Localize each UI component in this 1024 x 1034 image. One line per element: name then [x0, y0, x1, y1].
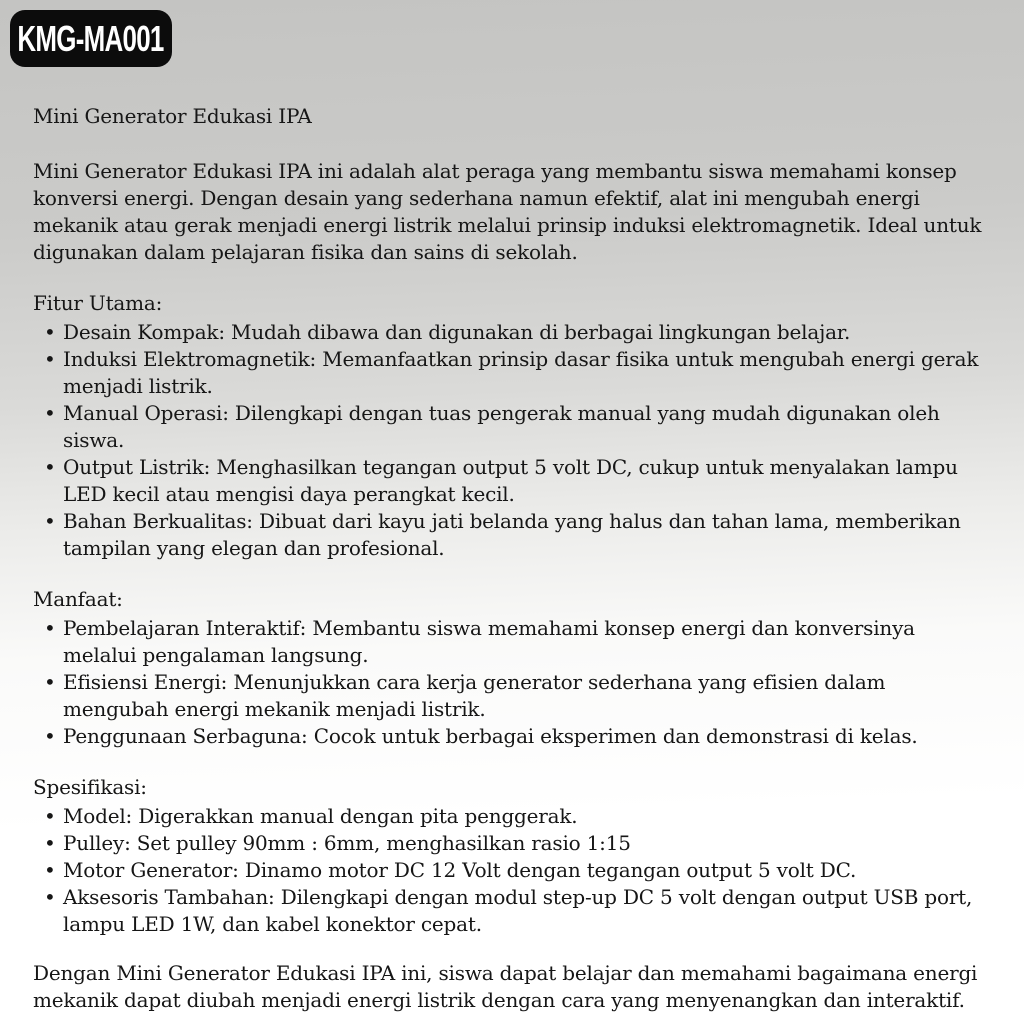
bullet-icon	[44, 454, 56, 481]
list-item-text: Efisiensi Energi: Menunjukkan cara kerja generator sederhana yang efisien dalam mengubah energi mekanik menjadi listrik.	[63, 670, 886, 721]
list-item	[33, 884, 986, 938]
list-item-text: Desain Kompak: Mudah dibawa dan digunakan di berbagai lingkungan belajar.	[63, 320, 851, 344]
benefit-list	[33, 615, 986, 750]
bullet-icon	[44, 319, 56, 346]
product-code-label: KMG-MA001	[17, 17, 165, 59]
list-item	[33, 508, 986, 562]
section-heading-manfaat: Manfaat:	[33, 587, 123, 611]
closing-paragraph: Dengan Mini Generator Edukasi IPA ini, siswa dapat belajar dan memahami bagaimana energi mekanik dapat diubah menjadi energi listrik dengan cara yang menyenangkan dan interaktif.	[33, 961, 978, 1012]
list-item	[33, 830, 986, 857]
bullet-icon	[44, 669, 56, 696]
list-item	[33, 615, 986, 669]
list-item	[33, 857, 986, 884]
list-item-text: Aksesoris Tambahan: Dilengkapi dengan modul step-up DC 5 volt dengan output USB port, lampu LED 1W, dan kabel konektor cepat.	[63, 885, 973, 936]
bullet-icon	[44, 830, 56, 857]
bullet-icon	[44, 723, 56, 750]
list-item	[33, 319, 986, 346]
list-item	[33, 803, 986, 830]
bullet-icon	[44, 884, 56, 911]
spec-list	[33, 803, 986, 938]
feature-list	[33, 319, 986, 562]
bullet-icon	[44, 857, 56, 884]
bullet-icon	[44, 615, 56, 642]
list-item	[33, 346, 986, 400]
list-item-text: Bahan Berkualitas: Dibuat dari kayu jati belanda yang halus dan tahan lama, memberikan tampilan yang elegan dan profesional.	[63, 509, 961, 560]
bullet-icon	[44, 400, 56, 427]
list-item-text: Induksi Elektromagnetik: Memanfaatkan prinsip dasar fisika untuk mengubah energi gerak menjadi listrik.	[63, 347, 979, 398]
intro-paragraph: Mini Generator Edukasi IPA ini adalah alat peraga yang membantu siswa memahami konsep konversi energi. Dengan desain yang sederhana namun efektif, alat ini mengubah energi mekanik atau gerak menjadi energi listrik melalui prinsip induksi elektromagnetik. Ideal untuk digunakan dalam pelajaran fisika dan sains di sekolah.	[33, 159, 982, 264]
product-description	[0, 103, 1024, 1014]
bullet-icon	[44, 346, 56, 373]
list-item	[33, 400, 986, 454]
section-heading-fitur-utama: Fitur Utama:	[33, 291, 163, 315]
list-item-text: Manual Operasi: Dilengkapi dengan tuas pengerak manual yang mudah digunakan oleh siswa.	[63, 401, 940, 452]
list-item	[33, 723, 986, 750]
product-title: Mini Generator Edukasi IPA	[33, 104, 312, 128]
bullet-icon	[44, 803, 56, 830]
section-heading-spesifikasi: Spesifikasi:	[33, 775, 147, 799]
list-item-text: Pulley: Set pulley 90mm : 6mm, menghasilkan rasio 1:15	[63, 831, 631, 855]
list-item	[33, 454, 986, 508]
list-item-text: Motor Generator: Dinamo motor DC 12 Volt dengan tegangan output 5 volt DC.	[63, 858, 857, 882]
product-code-badge	[10, 10, 172, 67]
list-item-text: Model: Digerakkan manual dengan pita penggerak.	[63, 804, 578, 828]
list-item-text: Output Listrik: Menghasilkan tegangan output 5 volt DC, cukup untuk menyalakan lampu LED kecil atau mengisi daya perangkat kecil.	[63, 455, 958, 506]
bullet-icon	[44, 508, 56, 535]
list-item-text: Penggunaan Serbaguna: Cocok untuk berbagai eksperimen dan demonstrasi di kelas.	[63, 724, 918, 748]
list-item-text: Pembelajaran Interaktif: Membantu siswa memahami konsep energi dan konversinya melalui pengalaman langsung.	[63, 616, 915, 667]
list-item	[33, 669, 986, 723]
